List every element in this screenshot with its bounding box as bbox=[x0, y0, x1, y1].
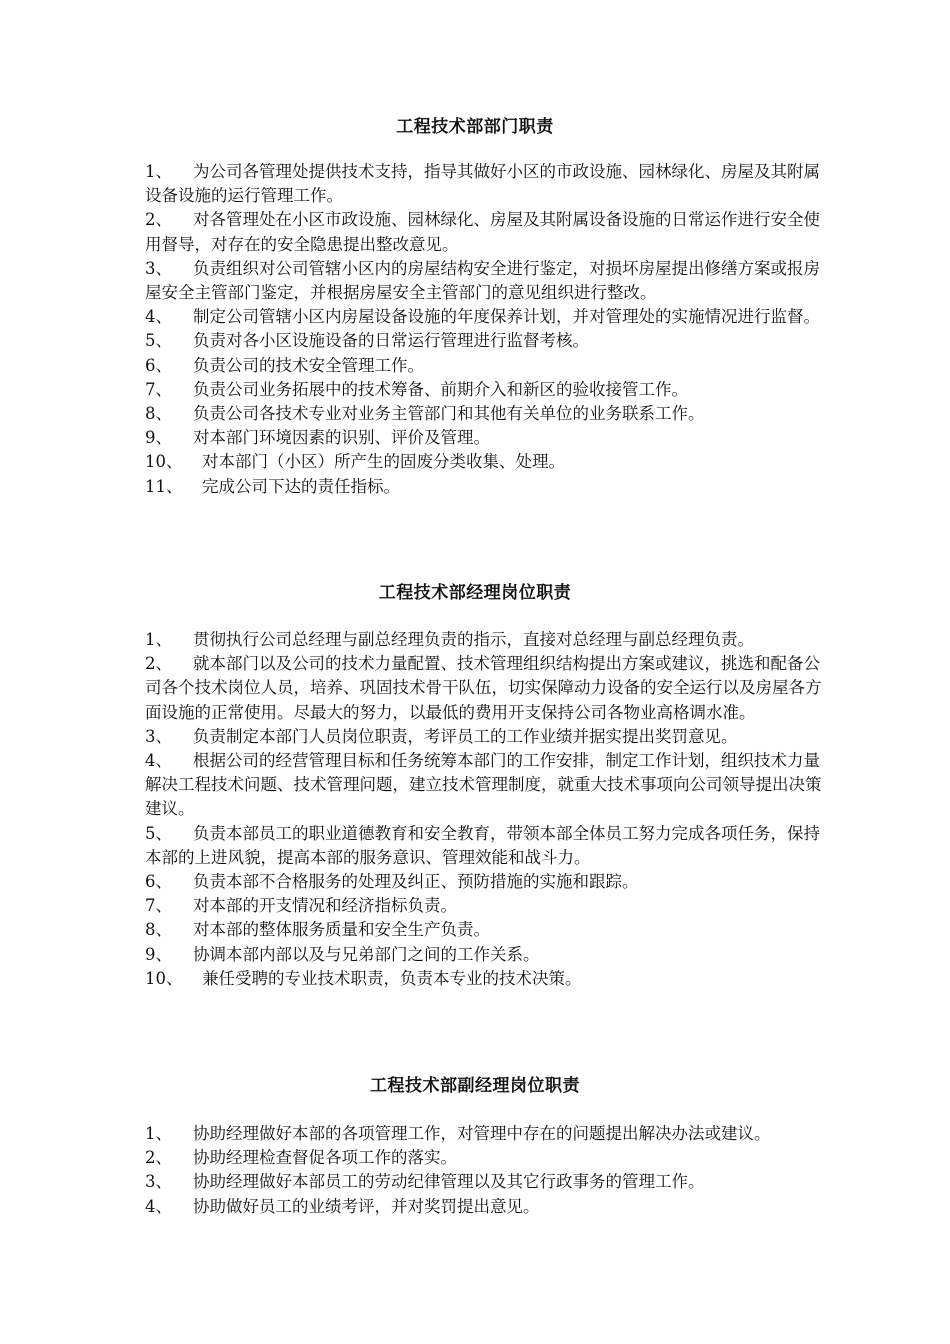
list-item: 9、 对本部门环境因素的识别、评价及管理。 bbox=[145, 428, 490, 448]
list-item: 6、 负责公司的技术安全管理工作。 bbox=[145, 355, 424, 375]
list-item: 8、 负责公司各技术专业对业务主管部门和其他有关单位的业务联系工作。 bbox=[145, 404, 705, 424]
section-title-deputy-manager-duties: 工程技术部副经理岗位职责 bbox=[370, 1076, 580, 1096]
list-item: 6、 负责本部不合格服务的处理及纠正、预防措施的实施和跟踪。 bbox=[145, 872, 639, 892]
manager-duties-list bbox=[145, 628, 825, 991]
list-item: 5、 负责本部员工的职业道德教育和安全教育，带领本部全体员工努力完成各项任务，保持本部的上进风貌，提高本部的服务意识、管理效能和战斗力。 bbox=[145, 823, 820, 867]
list-item: 3、 负责组织对公司管辖小区内的房屋结构安全进行鉴定，对损坏房屋提出修缮方案或报房屋安全主管部门鉴定，并根据房屋安全主管部门的意见组织进行整改。 bbox=[145, 258, 820, 303]
list-item: 4、 协助做好员工的业绩考评，并对奖罚提出意见。 bbox=[145, 1196, 540, 1216]
list-item: 2、 对各管理处在小区市政设施、园林绿化、房屋及其附属设备设施的日常运作进行安全使用督导，对存在的安全隐患提出整改意见。 bbox=[145, 210, 820, 254]
section-title-department-duties: 工程技术部部门职责 bbox=[396, 117, 554, 137]
list-item: 2、 就本部门以及公司的技术力量配置、技术管理组织结构提出方案或建议，挑选和配备公司各个技术岗位人员，培养、巩固技术骨干队伍，切实保障动力设备的安全运行以及房屋各方面设施的正常使用。尽最大的努力，以最低的费用开支保持公司各物业高格调水准。 bbox=[145, 654, 822, 722]
department-duties-list bbox=[145, 160, 825, 499]
list-item: 1、 贯彻执行公司总经理与副总经理负责的指示，直接对总经理与副总经理负责。 bbox=[145, 630, 754, 649]
section-title-manager-duties: 工程技术部经理岗位职责 bbox=[378, 583, 572, 603]
list-item: 3、 协助经理做好本部员工的劳动纪律管理以及其它行政事务的管理工作。 bbox=[145, 1172, 705, 1192]
list-item: 11、 完成公司下达的责任指标。 bbox=[145, 476, 400, 496]
list-item: 1、 协助经理做好本部的各项管理工作，对管理中存在的问题提出解决办法或建议。 bbox=[145, 1124, 771, 1143]
list-item: 10、 对本部门（小区）所产生的固废分类收集、处理。 bbox=[145, 452, 565, 472]
list-item: 7、 负责公司业务拓展中的技术筹备、前期介入和新区的验收接管工作。 bbox=[145, 379, 688, 399]
list-item: 7、 对本部的开支情况和经济指标负责。 bbox=[145, 896, 457, 916]
deputy-manager-duties-list bbox=[145, 1122, 825, 1219]
list-item: 9、 协调本部内部以及与兄弟部门之间的工作关系。 bbox=[145, 944, 540, 964]
list-item: 5、 负责对各小区设施设备的日常运行管理进行监督考核。 bbox=[145, 331, 589, 351]
list-item: 4、 根据公司的经营管理目标和任务统筹本部门的工作安排，制定工作计划，组织技术力量解决工程技术问题、技术管理问题，建立技术管理制度，就重大技术事项向公司领导提出决策建议。 bbox=[145, 751, 822, 819]
list-item: 4、 制定公司管辖小区内房屋设备设施的年度保养计划，并对管理处的实施情况进行监督。 bbox=[145, 307, 820, 327]
list-item: 10、 兼任受聘的专业技术职责，负责本专业的技术决策。 bbox=[145, 968, 582, 988]
list-item: 8、 对本部的整体服务质量和安全生产负责。 bbox=[145, 920, 490, 940]
list-item: 2、 协助经理检查督促各项工作的落实。 bbox=[145, 1148, 457, 1168]
list-item: 1、 为公司各管理处提供技术支持，指导其做好小区的市政设施、园林绿化、房屋及其附属设备设施的运行管理工作。 bbox=[145, 162, 820, 206]
list-item: 3、 负责制定本部门人员岗位职责，考评员工的工作业绩并据实提出奖罚意见。 bbox=[145, 726, 738, 746]
